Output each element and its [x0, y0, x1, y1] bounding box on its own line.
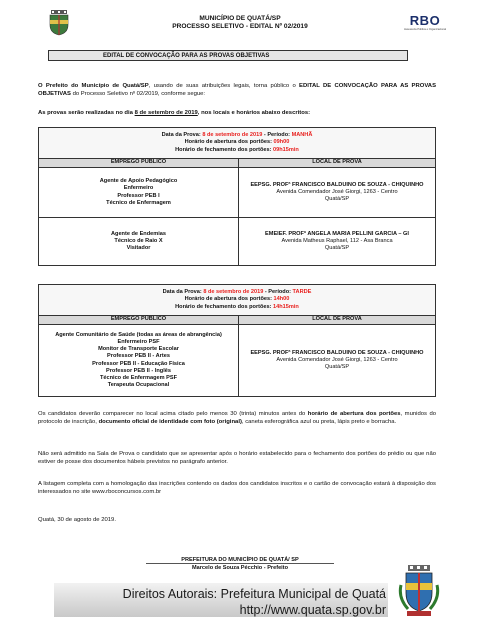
job-item: Professor PEB I [117, 192, 160, 199]
col-header-emprego: EMPREGO PÚBLICO [39, 316, 239, 325]
website-link[interactable]: http://www.quata.sp.gov.br [239, 603, 386, 617]
open-label: Horário de abertura dos portões: [184, 139, 274, 146]
job-item: Terapeuta Ocupacional [107, 382, 170, 389]
date-value: 8 de setembro de 2019 [202, 132, 263, 139]
table-row-jobs [39, 168, 239, 218]
city-coat-of-arms-icon [398, 563, 440, 621]
exam-date-value: 8 de setembro de 2019 [134, 110, 198, 116]
period-label: - Período: [262, 132, 292, 139]
job-item: Visitador [126, 245, 151, 252]
exam-table-afternoon [38, 284, 436, 397]
date-label: Data da Prova: [162, 289, 204, 296]
place-date: Quatá, 30 de agosto de 2019. [38, 517, 116, 523]
rbo-logo-subtitle: Assessoria Pública e Organizacional [403, 28, 447, 31]
footer-mayor: Marcelo de Souza Pécchio - Prefeito [191, 565, 289, 571]
school-name: EEPSG. PROFª FRANCISCO BALDUINO DE SOUZA - CHIQUINHO [250, 181, 424, 188]
period-label: - Período: [263, 289, 293, 296]
date-value: 8 de setembro de 2019 [203, 289, 264, 296]
exam-date-line [38, 109, 436, 117]
col-header-local: LOCAL DE PROVA [239, 159, 436, 168]
arrival-text-2: , munidos do protocolo de inscrição, [38, 411, 436, 425]
job-item: Técnico de Enfermagem [106, 199, 171, 206]
date-label: Data da Prova: [161, 132, 203, 139]
intro-text-1: , usando de suas atribuições legais, torna público o [148, 83, 300, 89]
open-label: Horário de abertura dos portões: [184, 296, 274, 303]
school-address: Avenida Comendador José Giorgi, 1263 - Centro [276, 356, 398, 363]
exam-table-morning [38, 127, 436, 266]
open-value: 14h00 [273, 296, 290, 303]
close-label: Horário de fechamento dos portões: [175, 303, 274, 310]
school-address: Avenida Comendador José Giorgi, 1263 - Centro [276, 188, 398, 195]
school-name: EMEIEF. PROFª ANGELA MARIA PELLINI GARCIA – GI [265, 230, 409, 237]
footer-org: PREFEITURA DO MUNICÍPIO DE QUATÁ/ SP [181, 557, 299, 563]
municipality-name: MUNICÍPIO DE QUATÁ/SP [199, 15, 281, 22]
close-value: 09h15min [273, 146, 299, 153]
job-item: Técnico de Enfermagem PSF [99, 374, 178, 381]
school-address: Avenida Matheus Raphael, 112 - Asa Branca [281, 237, 393, 244]
table-row-location [239, 218, 436, 266]
open-value: 09h00 [273, 139, 290, 146]
table-row-location [239, 325, 436, 397]
job-item: Agente Comunitário de Saúde (todas as áreas de abrangência) [55, 331, 222, 338]
rbo-logo [400, 13, 450, 39]
municipal-crest-icon [48, 10, 70, 36]
entry-paragraph: Não será admitido na Sala de Prova o candidato que se apresentar após o horário estabelecido para o fechamento dos portões do prédio ou que não estiver de posse dos documentos hábeis previstos no parágrafo anterior. [38, 451, 436, 465]
close-label: Horário de fechamento dos portões: [175, 146, 274, 153]
school-city: Quatá/SP [324, 245, 350, 252]
arrival-text-3: , caneta esferográfica azul ou preta, lápis preto e borracha. [241, 419, 397, 425]
copyright-text: Direitos Autorais: Prefeitura Municipal de Quatá [122, 587, 386, 601]
arrival-bold-2: documento oficial de identidade com foto (original) [98, 419, 242, 425]
arrival-bold-1: horário de abertura dos portões [307, 411, 401, 417]
table-row-location [239, 168, 436, 218]
job-item: Técnico de Raio X [114, 237, 163, 244]
table-row-jobs [39, 218, 239, 266]
job-item: Monitor de Transporte Escolar [98, 346, 179, 353]
job-item: Professor PEB II - Inglês [106, 367, 171, 374]
close-value: 14h15min [273, 303, 299, 310]
listing-paragraph: A listagem completa com a homologação das inscrições contendo os dados dos candidatos inscritos e o cartão de convocação estará à disposição dos interessados no site www.rboconcursos.com.br [38, 481, 436, 495]
signature-block [120, 557, 360, 572]
job-item: Enfermeiro PSF [117, 338, 160, 345]
table-row-jobs [39, 325, 239, 397]
header-title [140, 15, 340, 31]
rbo-logo-word: RBO [409, 13, 441, 28]
col-header-local: LOCAL DE PROVA [239, 316, 436, 325]
job-item: Professor PEB II - Educação Física [92, 360, 185, 367]
afternoon-date-cell [39, 285, 436, 316]
col-header-emprego: EMPREGO PÚBLICO [39, 159, 239, 168]
job-item: Agente de Endemias [110, 230, 167, 237]
exam-date-post: , nos locais e horários abaixo descritos: [197, 110, 311, 116]
job-item: Enfermeiro [123, 185, 154, 192]
school-name: EEPSG. PROFª FRANCISCO BALDUINO DE SOUZA - CHIQUINHO [250, 349, 424, 356]
exam-date-pre: As provas serão realizadas no dia [38, 110, 135, 116]
signature-line [146, 563, 334, 564]
job-item: Agente de Apoio Pedagógico [99, 178, 178, 185]
arrival-text-1: Os candidatos deverão comparecer no local acima citado pelo menos 30 (trinta) minutos antes do [38, 411, 308, 417]
morning-date-cell [39, 128, 436, 159]
school-city: Quatá/SP [324, 196, 350, 203]
intro-paragraph [38, 82, 436, 98]
period-value: MANHÃ [291, 132, 313, 139]
intro-bold-2: EDITAL DE CONVOCAÇÃO PARA AS PROVAS OBJETIVAS [38, 83, 436, 97]
job-item: Professor PEB II - Artes [107, 353, 170, 360]
edital-banner: EDITAL DE CONVOCAÇÃO PARA AS PROVAS OBJETIVAS [48, 50, 408, 61]
arrival-paragraph [38, 410, 436, 426]
intro-text-2: do Processo Seletivo nº 02/2019, conforme segue: [70, 91, 206, 97]
intro-bold-1: O Prefeito do Município de Quatá/SP [38, 83, 149, 89]
school-city: Quatá/SP [324, 364, 350, 371]
process-name: PROCESSO SELETIVO - EDITAL Nº 02/2019 [172, 23, 308, 30]
period-value: TARDE [292, 289, 312, 296]
